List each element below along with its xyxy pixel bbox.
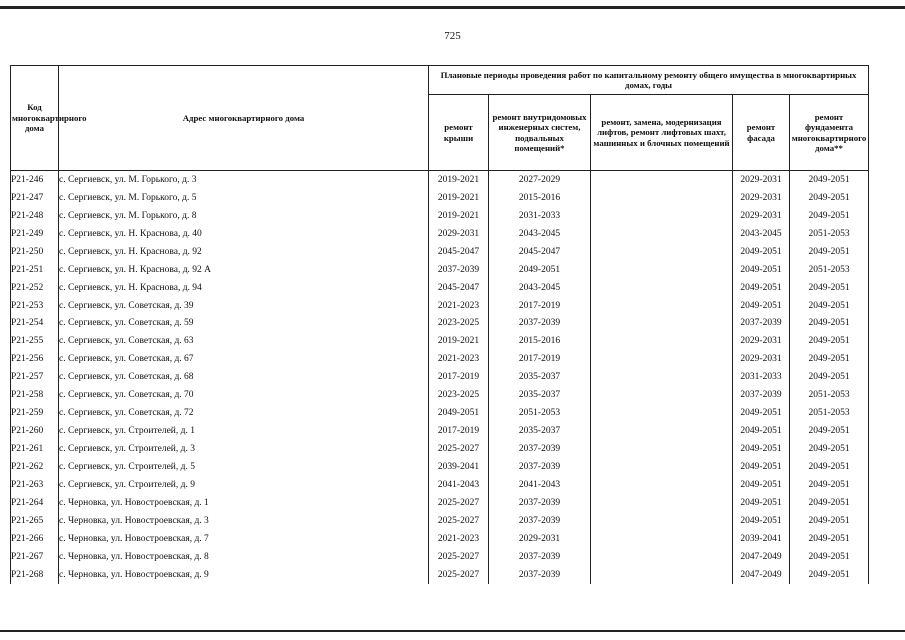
cell-elevators: [591, 476, 733, 494]
cell-facade: 2037-2039: [733, 386, 790, 404]
cell-systems: 2035-2037: [489, 422, 591, 440]
cell-code: Р21-249: [11, 225, 59, 243]
cell-roof: 2025-2027: [429, 440, 489, 458]
cell-facade: 2049-2051: [733, 404, 790, 422]
cell-systems: 2045-2047: [489, 243, 591, 261]
cell-facade: 2049-2051: [733, 458, 790, 476]
cell-systems: 2017-2019: [489, 297, 591, 315]
cell-facade: 2049-2051: [733, 494, 790, 512]
cell-roof: 2021-2023: [429, 350, 489, 368]
cell-systems: 2015-2016: [489, 332, 591, 350]
cell-facade: 2029-2031: [733, 189, 790, 207]
cell-address: с. Сергиевск, ул. Советская, д. 70: [59, 386, 429, 404]
cell-roof: 2025-2027: [429, 494, 489, 512]
header-elevators: ремонт, замена, модернизация лифтов, ремонт лифтовых шахт, машинных и блочных помещений: [591, 95, 733, 171]
cell-facade: 2049-2051: [733, 261, 790, 279]
table-row: [11, 404, 869, 422]
cell-roof: 2019-2021: [429, 332, 489, 350]
cell-code: Р21-256: [11, 350, 59, 368]
cell-roof: 2049-2051: [429, 404, 489, 422]
cell-elevators: [591, 171, 733, 189]
cell-foundation: 2049-2051: [790, 512, 869, 530]
header-facade: ремонт фасада: [733, 95, 790, 171]
cell-facade: 2029-2031: [733, 207, 790, 225]
table-row: [11, 476, 869, 494]
cell-facade: 2047-2049: [733, 566, 790, 584]
cell-roof: 2025-2027: [429, 548, 489, 566]
table-row: [11, 261, 869, 279]
cell-elevators: [591, 332, 733, 350]
cell-foundation: 2049-2051: [790, 566, 869, 584]
cell-code: Р21-252: [11, 279, 59, 297]
cell-foundation: 2049-2051: [790, 368, 869, 386]
cell-facade: 2049-2051: [733, 476, 790, 494]
cell-code: Р21-255: [11, 332, 59, 350]
repair-schedule-table: [10, 65, 869, 584]
cell-code: Р21-268: [11, 566, 59, 584]
cell-code: Р21-246: [11, 171, 59, 189]
cell-roof: 2019-2021: [429, 189, 489, 207]
cell-facade: 2039-2041: [733, 530, 790, 548]
cell-code: Р21-261: [11, 440, 59, 458]
cell-code: Р21-258: [11, 386, 59, 404]
cell-elevators: [591, 548, 733, 566]
cell-elevators: [591, 261, 733, 279]
cell-code: Р21-247: [11, 189, 59, 207]
cell-systems: 2027-2029: [489, 171, 591, 189]
cell-roof: 2039-2041: [429, 458, 489, 476]
cell-facade: 2049-2051: [733, 440, 790, 458]
cell-address: с. Сергиевск, ул. Советская, д. 67: [59, 350, 429, 368]
cell-foundation: 2049-2051: [790, 279, 869, 297]
cell-systems: 2035-2037: [489, 368, 591, 386]
cell-address: с. Сергиевск, ул. Советская, д. 39: [59, 297, 429, 315]
cell-code: Р21-266: [11, 530, 59, 548]
cell-elevators: [591, 297, 733, 315]
cell-elevators: [591, 207, 733, 225]
cell-facade: 2049-2051: [733, 279, 790, 297]
cell-roof: 2045-2047: [429, 243, 489, 261]
cell-elevators: [591, 422, 733, 440]
cell-elevators: [591, 458, 733, 476]
cell-facade: 2037-2039: [733, 315, 790, 333]
table-row: [11, 458, 869, 476]
bottom-rule: [0, 630, 905, 632]
cell-code: Р21-250: [11, 243, 59, 261]
cell-systems: 2037-2039: [489, 440, 591, 458]
cell-address: с. Сергиевск, ул. Строителей, д. 9: [59, 476, 429, 494]
cell-facade: 2043-2045: [733, 225, 790, 243]
cell-address: с. Черновка, ул. Новостроевская, д. 8: [59, 548, 429, 566]
cell-systems: 2043-2045: [489, 279, 591, 297]
cell-address: с. Сергиевск, ул. М. Горького, д. 8: [59, 207, 429, 225]
cell-facade: 2049-2051: [733, 422, 790, 440]
header-address: Адрес многоквартирного дома: [59, 66, 429, 171]
cell-foundation: 2049-2051: [790, 422, 869, 440]
cell-foundation: 2049-2051: [790, 207, 869, 225]
cell-roof: 2041-2043: [429, 476, 489, 494]
cell-elevators: [591, 566, 733, 584]
table-row: [11, 279, 869, 297]
cell-code: Р21-248: [11, 207, 59, 225]
cell-code: Р21-257: [11, 368, 59, 386]
table-row: [11, 530, 869, 548]
cell-systems: 2031-2033: [489, 207, 591, 225]
table-row: [11, 297, 869, 315]
top-rule: [0, 6, 905, 9]
table-row: [11, 386, 869, 404]
cell-roof: 2029-2031: [429, 225, 489, 243]
cell-code: Р21-267: [11, 548, 59, 566]
header-roof: ремонт крыши: [429, 95, 489, 171]
cell-systems: 2041-2043: [489, 476, 591, 494]
cell-code: Р21-259: [11, 404, 59, 422]
cell-elevators: [591, 440, 733, 458]
cell-systems: 2051-2053: [489, 404, 591, 422]
cell-systems: 2035-2037: [489, 386, 591, 404]
table-row: [11, 189, 869, 207]
cell-foundation: 2049-2051: [790, 189, 869, 207]
cell-elevators: [591, 404, 733, 422]
cell-facade: 2047-2049: [733, 548, 790, 566]
cell-roof: 2023-2025: [429, 315, 489, 333]
cell-code: Р21-260: [11, 422, 59, 440]
cell-foundation: 2049-2051: [790, 494, 869, 512]
cell-foundation: 2049-2051: [790, 458, 869, 476]
cell-systems: 2037-2039: [489, 566, 591, 584]
cell-address: с. Сергиевск, ул. М. Горького, д. 3: [59, 171, 429, 189]
table-row: [11, 548, 869, 566]
cell-facade: 2031-2033: [733, 368, 790, 386]
cell-facade: 2029-2031: [733, 332, 790, 350]
header-foundation: ремонт фундамента многоквартирного дома**: [790, 95, 869, 171]
cell-facade: 2049-2051: [733, 512, 790, 530]
cell-systems: 2037-2039: [489, 458, 591, 476]
cell-address: с. Сергиевск, ул. Н. Краснова, д. 92: [59, 243, 429, 261]
cell-code: Р21-262: [11, 458, 59, 476]
cell-elevators: [591, 315, 733, 333]
header-code: Код многоквартирного дома: [11, 66, 59, 171]
cell-address: с. Сергиевск, ул. Н. Краснова, д. 92 А: [59, 261, 429, 279]
cell-address: с. Сергиевск, ул. Советская, д. 68: [59, 368, 429, 386]
cell-elevators: [591, 350, 733, 368]
table-row: [11, 350, 869, 368]
table-row: [11, 566, 869, 584]
cell-roof: 2023-2025: [429, 386, 489, 404]
cell-code: Р21-253: [11, 297, 59, 315]
table-row: [11, 422, 869, 440]
page-number: 725: [444, 30, 461, 42]
cell-systems: 2037-2039: [489, 315, 591, 333]
cell-code: Р21-265: [11, 512, 59, 530]
cell-address: с. Сергиевск, ул. Советская, д. 72: [59, 404, 429, 422]
table-row: [11, 243, 869, 261]
cell-foundation: 2049-2051: [790, 476, 869, 494]
cell-code: Р21-264: [11, 494, 59, 512]
cell-code: Р21-263: [11, 476, 59, 494]
cell-address: с. Сергиевск, ул. Строителей, д. 1: [59, 422, 429, 440]
cell-roof: 2017-2019: [429, 422, 489, 440]
cell-facade: 2049-2051: [733, 243, 790, 261]
table-row: [11, 440, 869, 458]
cell-elevators: [591, 386, 733, 404]
table-row: [11, 207, 869, 225]
cell-address: с. Черновка, ул. Новостроевская, д. 9: [59, 566, 429, 584]
cell-foundation: 2051-2053: [790, 225, 869, 243]
cell-code: Р21-254: [11, 315, 59, 333]
cell-systems: 2043-2045: [489, 225, 591, 243]
cell-foundation: 2049-2051: [790, 350, 869, 368]
header-systems: ремонт внутридомовых инженерных систем, подвальных помещений*: [489, 95, 591, 171]
cell-elevators: [591, 512, 733, 530]
table-row: [11, 512, 869, 530]
cell-elevators: [591, 368, 733, 386]
cell-foundation: 2049-2051: [790, 548, 869, 566]
cell-facade: 2029-2031: [733, 171, 790, 189]
cell-roof: 2021-2023: [429, 297, 489, 315]
cell-address: с. Сергиевск, ул. Советская, д. 59: [59, 315, 429, 333]
cell-address: с. Сергиевск, ул. Н. Краснова, д. 40: [59, 225, 429, 243]
cell-foundation: 2049-2051: [790, 315, 869, 333]
cell-roof: 2037-2039: [429, 261, 489, 279]
cell-address: с. Сергиевск, ул. Советская, д. 63: [59, 332, 429, 350]
cell-roof: 2019-2021: [429, 207, 489, 225]
cell-facade: 2029-2031: [733, 350, 790, 368]
cell-roof: 2019-2021: [429, 171, 489, 189]
cell-address: с. Сергиевск, ул. Н. Краснова, д. 94: [59, 279, 429, 297]
cell-foundation: 2051-2053: [790, 261, 869, 279]
cell-foundation: 2051-2053: [790, 386, 869, 404]
cell-foundation: 2049-2051: [790, 530, 869, 548]
table-body: [11, 171, 869, 584]
cell-systems: 2037-2039: [489, 512, 591, 530]
cell-elevators: [591, 189, 733, 207]
cell-facade: 2049-2051: [733, 297, 790, 315]
cell-address: с. Сергиевск, ул. М. Горького, д. 5: [59, 189, 429, 207]
cell-roof: 2017-2019: [429, 368, 489, 386]
cell-elevators: [591, 530, 733, 548]
cell-elevators: [591, 243, 733, 261]
cell-systems: 2015-2016: [489, 189, 591, 207]
table-row: [11, 494, 869, 512]
cell-foundation: 2049-2051: [790, 440, 869, 458]
cell-address: с. Черновка, ул. Новостроевская, д. 7: [59, 530, 429, 548]
cell-address: с. Черновка, ул. Новостроевская, д. 3: [59, 512, 429, 530]
cell-foundation: 2049-2051: [790, 243, 869, 261]
cell-address: с. Черновка, ул. Новостроевская, д. 1: [59, 494, 429, 512]
cell-roof: 2045-2047: [429, 279, 489, 297]
cell-roof: 2025-2027: [429, 512, 489, 530]
cell-roof: 2025-2027: [429, 566, 489, 584]
table-row: [11, 171, 869, 189]
table-row: [11, 368, 869, 386]
table-row: [11, 315, 869, 333]
cell-foundation: 2051-2053: [790, 404, 869, 422]
cell-systems: 2049-2051: [489, 261, 591, 279]
cell-code: Р21-251: [11, 261, 59, 279]
cell-address: с. Сергиевск, ул. Строителей, д. 5: [59, 458, 429, 476]
cell-roof: 2021-2023: [429, 530, 489, 548]
cell-elevators: [591, 225, 733, 243]
table-row: [11, 225, 869, 243]
header-periods-title: Плановые периоды проведения работ по капитальному ремонту общего имущества в многоквартирных домах, годы: [429, 66, 869, 95]
cell-foundation: 2049-2051: [790, 171, 869, 189]
cell-address: с. Сергиевск, ул. Строителей, д. 3: [59, 440, 429, 458]
cell-systems: 2037-2039: [489, 548, 591, 566]
cell-foundation: 2049-2051: [790, 332, 869, 350]
cell-systems: 2029-2031: [489, 530, 591, 548]
cell-elevators: [591, 279, 733, 297]
cell-elevators: [591, 494, 733, 512]
cell-systems: 2037-2039: [489, 494, 591, 512]
table-row: [11, 332, 869, 350]
cell-systems: 2017-2019: [489, 350, 591, 368]
cell-foundation: 2049-2051: [790, 297, 869, 315]
